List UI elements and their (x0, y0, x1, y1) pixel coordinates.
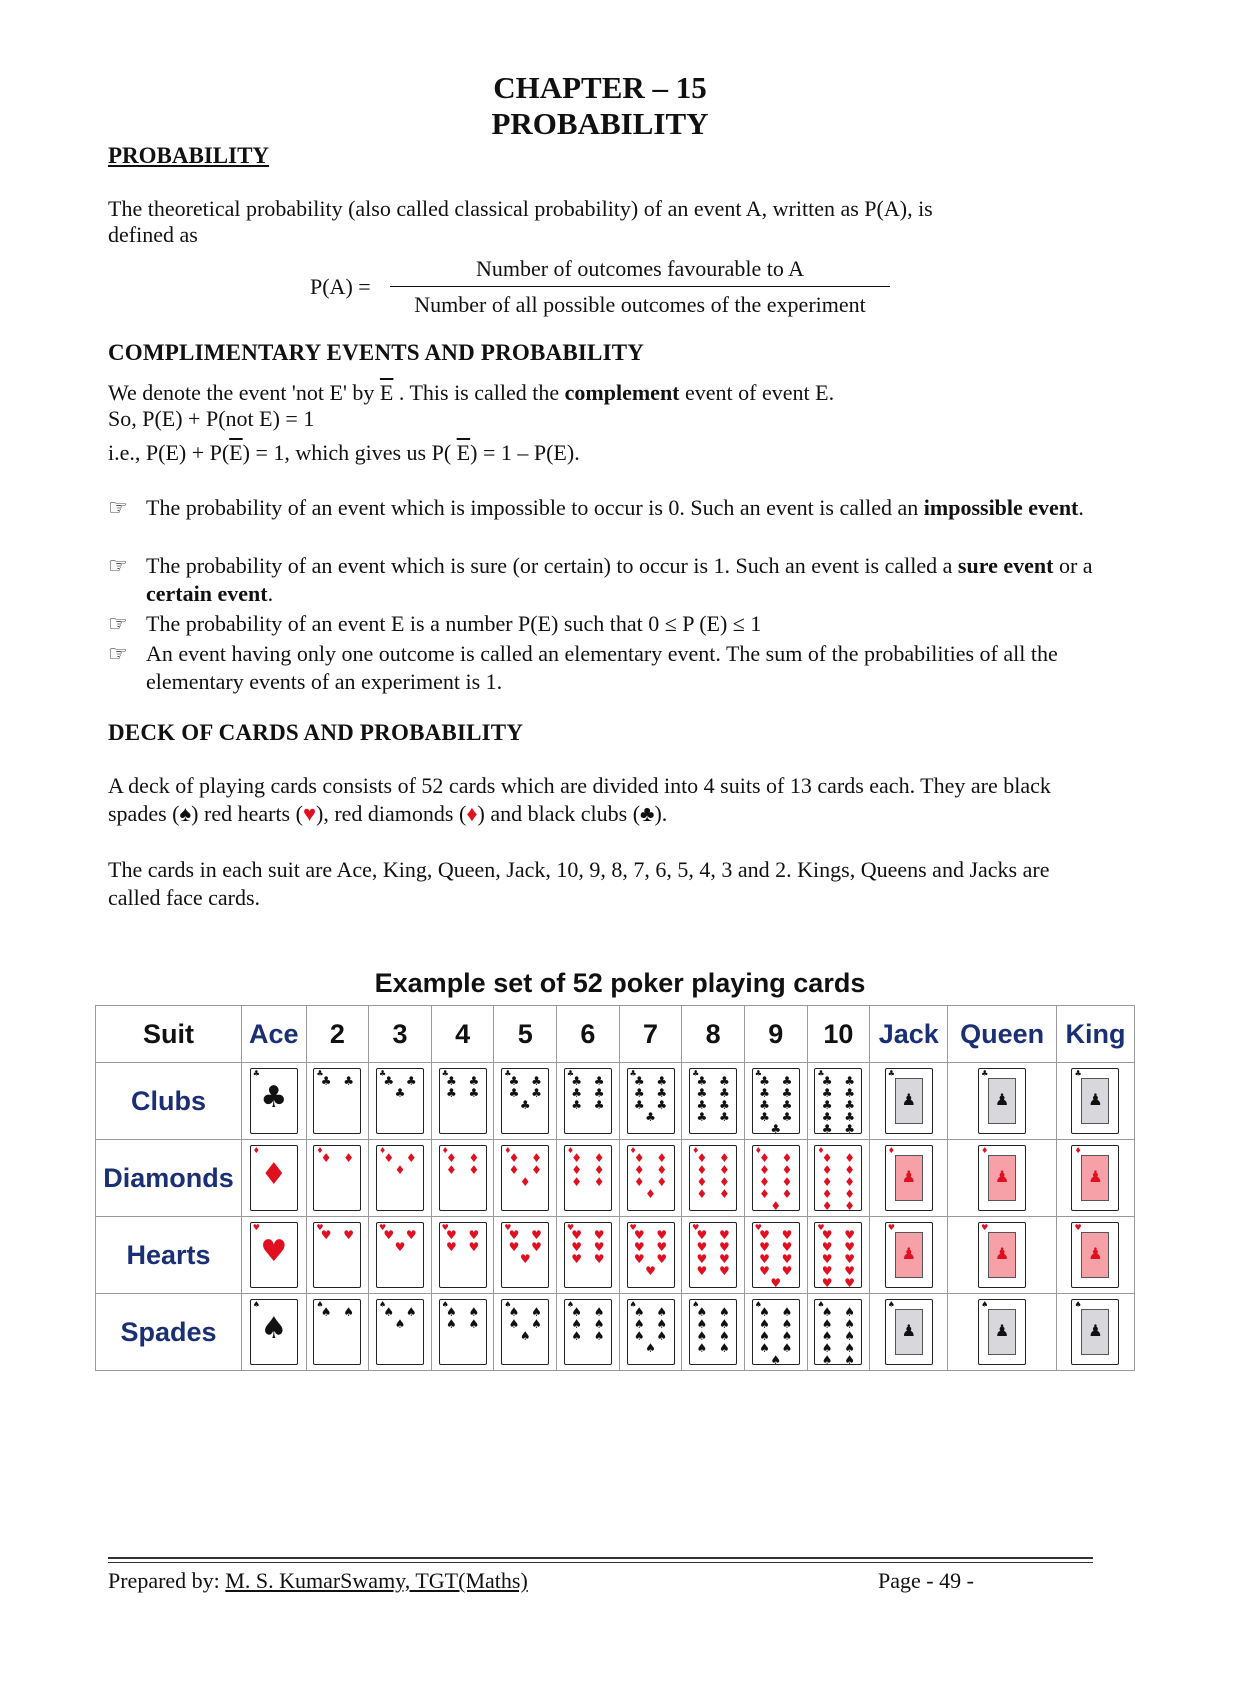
playing-card-spades-4 (439, 1299, 487, 1365)
suit-pip-icon: ♦ (260, 1157, 288, 1192)
card-cell (1056, 1063, 1134, 1140)
suit-pips-icon: ♠ ♠ ♠ ♠ ♠ ♠ ♠ (633, 1305, 668, 1355)
card-cell (619, 1140, 682, 1217)
playing-card-spades-5 (501, 1299, 549, 1365)
card-cell (242, 1063, 307, 1140)
card-cell (431, 1140, 494, 1217)
card-corner-icon: ♠ (504, 1300, 512, 1309)
face-figure-icon: ♟ (1081, 1155, 1109, 1201)
suit-pips-icon: ♦ ♦ ♦ ♦ ♦ (508, 1151, 542, 1189)
section-heading-probability: PROBABILITY (108, 143, 270, 168)
playing-card-diamonds-9 (752, 1145, 800, 1211)
pointing-hand-icon: ☞ (108, 611, 128, 636)
complement-line3: i.e., $P(E) + P(\overline{E}) = 1$, which gives us P( $\overline{E}) = 1 - P(E)$. (108, 440, 580, 465)
card-corner-icon: ♠ (1074, 1300, 1082, 1309)
card-cell (306, 1294, 369, 1371)
playing-card-diamonds-2 (313, 1145, 361, 1211)
suit-pip-icon: ♥ (260, 1234, 288, 1269)
card-cell (744, 1217, 807, 1294)
card-cell (557, 1063, 620, 1140)
card-cell (870, 1294, 948, 1371)
cards-table-body (96, 1063, 1135, 1371)
card-corner-icon: ♠ (316, 1300, 324, 1309)
complement-line1: We denote the event 'not E' by $\overline{E}$ . This is called the complement event of event E. (108, 380, 835, 405)
card-cell (242, 1140, 307, 1217)
suit-pips-icon: ♣ ♣ ♣ ♣ ♣ (508, 1074, 542, 1112)
playing-card-spades-ace (250, 1299, 298, 1365)
card-cell (807, 1294, 870, 1371)
card-cell (431, 1217, 494, 1294)
card-cell (870, 1217, 948, 1294)
suit-pips-icon: ♠ ♠ ♠ ♠ ♠ ♠ (571, 1305, 605, 1343)
playing-card-spades-10 (814, 1299, 862, 1365)
card-cell (744, 1140, 807, 1217)
suit-pips-icon: ♠ ♠ ♠ ♠ ♠ ♠ ♠ ♠ ♠ ♠ (821, 1305, 856, 1367)
card-cell (682, 1063, 745, 1140)
suit-name: Spades (96, 1294, 242, 1371)
playing-card-hearts-queen (978, 1222, 1026, 1288)
suit-pips-icon: ♦ ♦ (320, 1151, 355, 1165)
column-header-king: King (1056, 1006, 1134, 1063)
card-cell (807, 1140, 870, 1217)
suit-pips-icon: ♥ ♥ ♥ ♥ ♥ ♥ ♥ ♥ ♥ (759, 1228, 793, 1290)
card-cell (306, 1217, 369, 1294)
footer-page-number: Page - 49 - (878, 1568, 974, 1593)
playing-card-spades-queen (978, 1299, 1026, 1365)
suit-pips-icon: ♣ ♣ ♣ ♣ ♣ ♣ (571, 1074, 605, 1112)
card-cell (870, 1063, 948, 1140)
suit-pips-icon: ♣ ♣ ♣ ♣ ♣ ♣ ♣ (633, 1074, 668, 1124)
suit-pips-icon: ♠ ♠ ♠ ♠ ♠ ♠ ♠ ♠ (696, 1305, 730, 1355)
playing-card-hearts-6 (564, 1222, 612, 1288)
column-header-8: 8 (682, 1006, 745, 1063)
card-corner-icon: ♣ (887, 1069, 895, 1078)
playing-card-clubs-ace (250, 1068, 298, 1134)
deck-paragraph-2: The cards in each suit are Ace, King, Queen, Jack, 10, 9, 8, 7, 6, 5, 4, 3 and 2. Kings, Queens and Jacks are called face cards. (108, 857, 1050, 910)
card-corner-icon: ♦ (504, 1146, 512, 1155)
card-cell (369, 1294, 432, 1371)
column-header-2: 2 (306, 1006, 369, 1063)
card-corner-icon: ♥ (504, 1223, 512, 1232)
card-corner-icon: ♥ (629, 1223, 637, 1232)
card-cell (494, 1140, 557, 1217)
suit-pips-icon: ♣ ♣ ♣ (383, 1074, 417, 1100)
playing-card-clubs-5 (501, 1068, 549, 1134)
fraction-bar (390, 286, 890, 287)
column-header-7: 7 (619, 1006, 682, 1063)
formula-lhs: P(A) = (310, 274, 371, 299)
card-corner-icon: ♠ (379, 1300, 387, 1309)
card-corner-icon: ♠ (441, 1300, 449, 1309)
card-corner-icon: ♥ (817, 1223, 825, 1232)
card-corner-icon: ♣ (566, 1069, 575, 1078)
card-corner-icon: ♥ (379, 1223, 387, 1232)
card-cell (1056, 1140, 1134, 1217)
playing-card-hearts-king (1071, 1222, 1119, 1288)
playing-card-spades-7 (627, 1299, 675, 1365)
suit-pips-icon: ♠ ♠ ♠ ♠ ♠ (508, 1305, 542, 1343)
card-cell (494, 1063, 557, 1140)
card-cell (948, 1140, 1057, 1217)
playing-card-clubs-4 (439, 1068, 487, 1134)
playing-card-diamonds-queen (978, 1145, 1026, 1211)
table-header-row (96, 1006, 1135, 1063)
card-corner-icon: ♠ (981, 1300, 989, 1309)
face-figure-icon: ♟ (988, 1078, 1016, 1124)
suit-pips-icon: ♥ ♥ ♥ ♥ ♥ ♥ ♥ ♥ (696, 1228, 730, 1278)
face-figure-icon: ♟ (988, 1155, 1016, 1201)
table-row (96, 1063, 1135, 1140)
card-cell (948, 1294, 1057, 1371)
suit-pips-icon: ♦ ♦ ♦ ♦ (445, 1151, 480, 1177)
playing-card-hearts-10 (814, 1222, 862, 1288)
formula-numerator: Number of outcomes favourable to A (475, 256, 805, 281)
face-figure-icon: ♟ (1081, 1078, 1109, 1124)
column-header-ace: Ace (242, 1006, 307, 1063)
card-cell (619, 1217, 682, 1294)
card-corner-icon: ♦ (754, 1146, 762, 1155)
suit-pips-icon: ♣ ♣ ♣ ♣ ♣ ♣ ♣ ♣ (696, 1074, 730, 1124)
card-corner-icon: ♠ (754, 1300, 762, 1309)
playing-card-spades-2 (313, 1299, 361, 1365)
card-corner-icon: ♣ (629, 1069, 637, 1078)
card-corner-icon: ♦ (629, 1146, 637, 1155)
section-heading-complementary: COMPLIMENTARY EVENTS AND PROBABILITY (108, 340, 645, 365)
card-corner-icon: ♥ (692, 1223, 700, 1232)
card-corner-icon: ♥ (887, 1223, 895, 1232)
playing-card-diamonds-7 (627, 1145, 675, 1211)
playing-card-diamonds-jack (885, 1145, 933, 1211)
card-cell (948, 1063, 1057, 1140)
card-cell (557, 1217, 620, 1294)
card-cell (744, 1294, 807, 1371)
footer-divider (108, 1557, 1093, 1559)
card-corner-icon: ♠ (252, 1300, 260, 1309)
card-cell (431, 1294, 494, 1371)
playing-card-spades-jack (885, 1299, 933, 1365)
card-corner-icon: ♦ (252, 1146, 260, 1155)
card-corner-icon: ♥ (316, 1223, 324, 1232)
probability-definition-line2: defined as (108, 222, 198, 247)
suit-name: Diamonds (96, 1140, 242, 1217)
card-corner-icon: ♥ (754, 1223, 762, 1232)
face-figure-icon: ♟ (895, 1155, 923, 1201)
playing-card-diamonds-3 (376, 1145, 424, 1211)
playing-card-hearts-5 (501, 1222, 549, 1288)
playing-card-spades-6 (564, 1299, 612, 1365)
card-corner-icon: ♦ (379, 1146, 387, 1155)
face-figure-icon: ♟ (895, 1232, 923, 1278)
playing-card-clubs-8 (689, 1068, 737, 1134)
playing-card-clubs-9 (752, 1068, 800, 1134)
playing-card-diamonds-4 (439, 1145, 487, 1211)
playing-card-diamonds-king (1071, 1145, 1119, 1211)
card-cell (682, 1217, 745, 1294)
playing-card-diamonds-8 (689, 1145, 737, 1211)
card-cell (619, 1063, 682, 1140)
card-corner-icon: ♥ (252, 1223, 260, 1232)
column-header-suit: Suit (96, 1006, 242, 1063)
card-cell (369, 1063, 432, 1140)
suit-pips-icon: ♣ ♣ ♣ ♣ ♣ ♣ ♣ ♣ ♣ (759, 1074, 793, 1136)
column-header-jack: Jack (870, 1006, 948, 1063)
card-corner-icon: ♠ (629, 1300, 637, 1309)
card-corner-icon: ♥ (441, 1223, 449, 1232)
card-corner-icon: ♣ (692, 1069, 700, 1078)
playing-card-clubs-3 (376, 1068, 424, 1134)
card-corner-icon: ♠ (887, 1300, 895, 1309)
playing-cards-table (95, 1005, 1135, 1371)
table-row (96, 1294, 1135, 1371)
card-corner-icon: ♦ (817, 1146, 825, 1155)
card-cell (494, 1217, 557, 1294)
pointing-hand-icon: ☞ (108, 495, 128, 520)
card-corner-icon: ♣ (1074, 1069, 1082, 1078)
card-corner-icon: ♦ (441, 1146, 449, 1155)
card-cell (431, 1063, 494, 1140)
playing-card-diamonds-6 (564, 1145, 612, 1211)
deck-paragraph-1: A deck of playing cards consists of 52 cards which are divided into 4 suits of 13 cards each. They are black spades (♠) red hearts (♥), red diamonds (♦) and black clubs (♣). (108, 773, 1051, 826)
suit-pips-icon: ♠ ♠ ♠ (383, 1305, 417, 1331)
card-corner-icon: ♣ (981, 1069, 989, 1078)
suit-pips-icon: ♦ ♦ ♦ ♦ ♦ ♦ ♦ ♦ ♦ ♦ (821, 1151, 856, 1213)
suit-pips-icon: ♥ ♥ ♥ ♥ ♥ ♥ ♥ (633, 1228, 668, 1278)
chapter-number: CHAPTER – 15 (493, 70, 707, 105)
cards-table-title: Example set of 52 poker playing cards (374, 968, 866, 998)
bullet-elementary-event: ☞ An event having only one outcome is called an elementary event. The sum of the probabilities of all the elementary events of an experiment is 1. (108, 641, 1058, 694)
formula-denominator: Number of all possible outcomes of the experiment (414, 292, 866, 317)
playing-card-spades-3 (376, 1299, 424, 1365)
card-corner-icon: ♦ (1074, 1146, 1082, 1155)
column-header-6: 6 (557, 1006, 620, 1063)
column-header-5: 5 (494, 1006, 557, 1063)
suit-name: Hearts (96, 1217, 242, 1294)
card-cell (557, 1294, 620, 1371)
column-header-3: 3 (369, 1006, 432, 1063)
card-corner-icon: ♣ (754, 1069, 762, 1078)
playing-card-diamonds-10 (814, 1145, 862, 1211)
playing-card-clubs-7 (627, 1068, 675, 1134)
face-figure-icon: ♟ (895, 1309, 923, 1355)
table-row (96, 1140, 1135, 1217)
card-corner-icon: ♦ (316, 1146, 324, 1155)
card-corner-icon: ♣ (379, 1069, 387, 1078)
suit-pips-icon: ♥ ♥ ♥ ♥ ♥ ♥ ♥ ♥ ♥ ♥ (821, 1228, 856, 1290)
column-header-10: 10 (807, 1006, 870, 1063)
card-cell (1056, 1294, 1134, 1371)
card-corner-icon: ♥ (566, 1223, 575, 1232)
playing-card-hearts-9 (752, 1222, 800, 1288)
card-cell (494, 1294, 557, 1371)
playing-card-hearts-ace (250, 1222, 298, 1288)
playing-card-hearts-4 (439, 1222, 487, 1288)
card-cell (369, 1217, 432, 1294)
bullet-sure-event: ☞ The probability of an event which is sure (or certain) to occur is 1. Such an event is called a sure event or a certain event. (108, 553, 1093, 606)
card-cell (682, 1294, 745, 1371)
card-corner-icon: ♥ (1074, 1223, 1082, 1232)
playing-card-spades-9 (752, 1299, 800, 1365)
pointing-hand-icon: ☞ (108, 553, 128, 578)
suit-pips-icon: ♣ ♣ ♣ ♣ (445, 1074, 480, 1100)
suit-pips-icon: ♥ ♥ ♥ (383, 1228, 417, 1254)
bullet-impossible-event: ☞ The probability of an event which is impossible to occur is 0. Such an event is called an impossible event. (108, 495, 1084, 520)
chapter-title: PROBABILITY (491, 106, 709, 141)
card-corner-icon: ♦ (981, 1146, 989, 1155)
face-figure-icon: ♟ (1081, 1309, 1109, 1355)
playing-card-clubs-jack (885, 1068, 933, 1134)
card-cell (682, 1140, 745, 1217)
suit-pips-icon: ♥ ♥ ♥ ♥ ♥ ♥ (571, 1228, 605, 1266)
probability-definition-line1: The theoretical probability (also called classical probability) of an event A, written as P(A), is (108, 196, 933, 221)
suit-pip-icon: ♠ (260, 1311, 288, 1346)
suit-pips-icon: ♠ ♠ ♠ ♠ ♠ ♠ ♠ ♠ ♠ (759, 1305, 793, 1367)
suit-pips-icon: ♦ ♦ ♦ ♦ ♦ ♦ ♦ ♦ (696, 1151, 730, 1201)
column-header-9: 9 (744, 1006, 807, 1063)
playing-card-hearts-jack (885, 1222, 933, 1288)
suit-pips-icon: ♦ ♦ ♦ ♦ ♦ ♦ (571, 1151, 605, 1189)
card-cell (242, 1294, 307, 1371)
card-corner-icon: ♠ (692, 1300, 700, 1309)
column-header-queen: Queen (948, 1006, 1057, 1063)
suit-pips-icon: ♦ ♦ ♦ ♦ ♦ ♦ ♦ ♦ ♦ (759, 1151, 793, 1213)
playing-card-clubs-6 (564, 1068, 612, 1134)
playing-card-diamonds-5 (501, 1145, 549, 1211)
suit-pips-icon: ♠ ♠ (320, 1305, 355, 1319)
suit-pips-icon: ♣ ♣ ♣ ♣ ♣ ♣ ♣ ♣ ♣ ♣ (821, 1074, 856, 1136)
card-corner-icon: ♦ (566, 1146, 575, 1155)
card-cell (870, 1140, 948, 1217)
playing-card-clubs-king (1071, 1068, 1119, 1134)
card-cell (807, 1063, 870, 1140)
column-header-4: 4 (431, 1006, 494, 1063)
suit-pips-icon: ♥ ♥ (320, 1228, 355, 1242)
playing-card-hearts-8 (689, 1222, 737, 1288)
playing-card-hearts-3 (376, 1222, 424, 1288)
card-cell (1056, 1217, 1134, 1294)
pointing-hand-icon: ☞ (108, 641, 128, 666)
playing-card-clubs-10 (814, 1068, 862, 1134)
playing-card-diamonds-ace (250, 1145, 298, 1211)
suit-pips-icon: ♥ ♥ ♥ ♥ ♥ (508, 1228, 542, 1266)
card-corner-icon: ♣ (316, 1069, 324, 1078)
playing-card-hearts-7 (627, 1222, 675, 1288)
bullet-probability-range: ☞ The probability of an event E is a number P(E) such that 0 ≤ P (E) ≤ 1 (108, 611, 762, 636)
card-cell (557, 1140, 620, 1217)
card-cell (369, 1140, 432, 1217)
card-corner-icon: ♥ (981, 1223, 989, 1232)
card-corner-icon: ♠ (817, 1300, 825, 1309)
card-corner-icon: ♣ (252, 1069, 260, 1078)
face-figure-icon: ♟ (895, 1078, 923, 1124)
playing-card-spades-king (1071, 1299, 1119, 1365)
suit-pips-icon: ♣ ♣ (320, 1074, 355, 1088)
footer-author: Prepared by: M. S. KumarSwamy, TGT(Maths) (108, 1568, 528, 1593)
card-cell (948, 1217, 1057, 1294)
card-cell (306, 1063, 369, 1140)
card-corner-icon: ♣ (504, 1069, 512, 1078)
section-heading-deck: DECK OF CARDS AND PROBABILITY (108, 720, 524, 745)
playing-card-hearts-2 (313, 1222, 361, 1288)
card-cell (807, 1217, 870, 1294)
suit-pips-icon: ♠ ♠ ♠ ♠ (445, 1305, 480, 1331)
footer-divider-thin (108, 1562, 1093, 1563)
card-cell (619, 1294, 682, 1371)
table-row (96, 1217, 1135, 1294)
playing-card-clubs-queen (978, 1068, 1026, 1134)
suit-name: Clubs (96, 1063, 242, 1140)
card-cell (242, 1217, 307, 1294)
face-figure-icon: ♟ (988, 1309, 1016, 1355)
suit-pips-icon: ♦ ♦ ♦ (383, 1151, 417, 1177)
card-corner-icon: ♠ (566, 1300, 575, 1309)
face-figure-icon: ♟ (988, 1232, 1016, 1278)
suit-pips-icon: ♦ ♦ ♦ ♦ ♦ ♦ ♦ (633, 1151, 668, 1201)
face-figure-icon: ♟ (1081, 1232, 1109, 1278)
complement-line2: So, P(E) + P(not E) = 1 (108, 406, 315, 431)
card-corner-icon: ♣ (817, 1069, 825, 1078)
card-cell (744, 1063, 807, 1140)
playing-card-spades-8 (689, 1299, 737, 1365)
card-corner-icon: ♣ (441, 1069, 449, 1078)
card-cell (306, 1140, 369, 1217)
suit-pip-icon: ♣ (260, 1080, 288, 1115)
card-corner-icon: ♦ (887, 1146, 895, 1155)
suit-pips-icon: ♥ ♥ ♥ ♥ (445, 1228, 480, 1254)
playing-card-clubs-2 (313, 1068, 361, 1134)
card-corner-icon: ♦ (692, 1146, 700, 1155)
